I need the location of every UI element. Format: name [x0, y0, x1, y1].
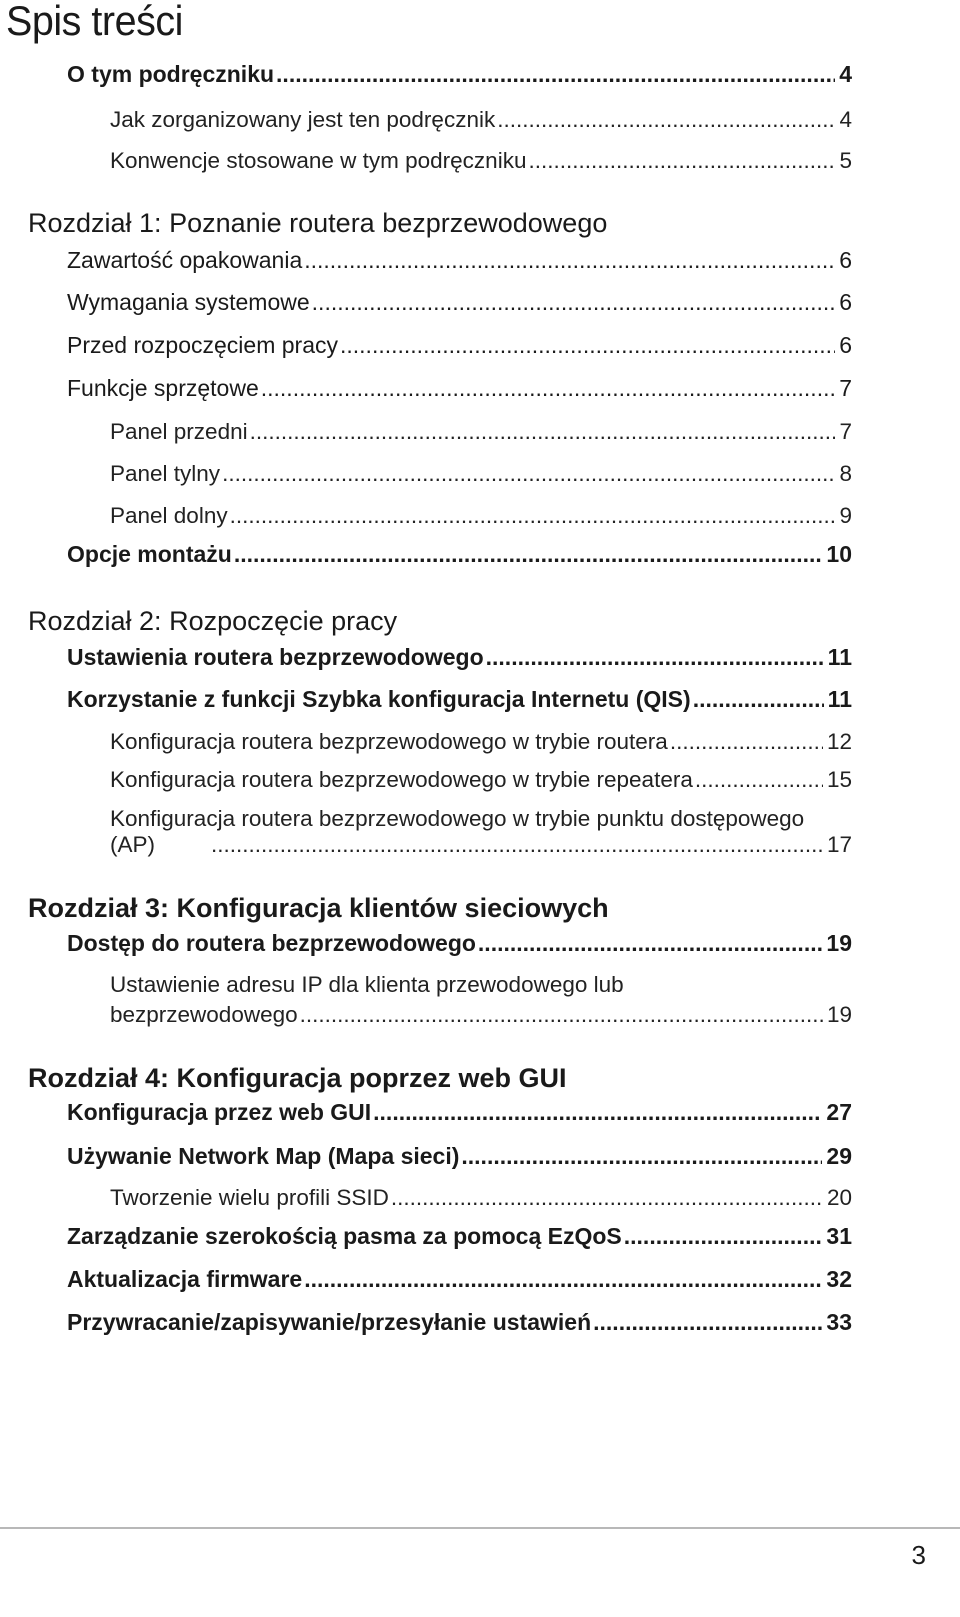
toc-leader-dots — [391, 1182, 823, 1214]
toc-entry-label: Używanie Network Map (Mapa sieci) — [67, 1143, 460, 1169]
toc-entry-label: Tworzenie wielu profili SSID — [110, 1185, 389, 1210]
toc-entry-label: Panel tylny — [110, 461, 221, 486]
toc-entry-label: Panel dolny — [110, 503, 228, 528]
toc-entry-profile-ssid[interactable] — [110, 1182, 852, 1214]
toc-leader-dots — [693, 683, 824, 715]
toc-entry-page: 27 — [826, 1099, 852, 1125]
toc-leader-dots — [261, 372, 835, 404]
toc-entry-tryb-ap-line1: Konfiguracja routera bezprzewodowego w trybie punktu dostępowego — [110, 806, 805, 831]
toc-entry-page: 4 — [839, 107, 852, 132]
toc-entry-label: Przywracanie/zapisywanie/przesyłanie ustawień — [67, 1309, 592, 1335]
toc-leader-dots — [276, 58, 835, 90]
toc-entry-label: Opcje montażu — [67, 541, 232, 567]
toc-leader-dots — [250, 416, 836, 448]
toc-entry-label: O tym podręczniku — [67, 61, 275, 87]
toc-entry-jak-zorganizowany[interactable] — [110, 104, 852, 136]
toc-entry-label: Zarządzanie szerokością pasma za pomocą EzQoS — [67, 1223, 622, 1249]
toc-entry-label: Zawartość opakowania — [67, 247, 303, 273]
toc-entry-page: 4 — [839, 61, 852, 87]
toc-entry-tryb-repeatera[interactable] — [110, 764, 852, 796]
toc-entry-adres-ip-line1: Ustawienie adresu IP dla klienta przewodowego lub — [110, 972, 624, 997]
toc-entry-page: 6 — [839, 332, 852, 358]
toc-entry-label: Aktualizacja firmware — [67, 1266, 303, 1292]
toc-leader-dots — [340, 329, 835, 361]
toc-entry-page: 15 — [826, 767, 852, 792]
toc-entry-ustawienia-routera[interactable] — [67, 641, 852, 673]
toc-leader-dots — [624, 1220, 823, 1252]
toc-entry-dostep-do-routera[interactable] — [67, 927, 852, 959]
toc-entry-page: 33 — [826, 1309, 852, 1335]
toc-leader-dots — [230, 500, 836, 532]
page-title: Spis treści — [6, 0, 183, 44]
toc-leader-dots — [528, 145, 835, 177]
toc-entry-page: 20 — [826, 1185, 852, 1210]
toc-entry-label: Konfiguracja routera bezprzewodowego w trybie repeatera — [110, 767, 693, 792]
toc-entry-zawartosc-opakowania[interactable] — [67, 244, 852, 276]
chapter-heading-4: Rozdział 4: Konfiguracja poprzez web GUI — [28, 1063, 567, 1093]
toc-entry-page: 6 — [839, 289, 852, 315]
toc-entry-page: 19 — [826, 930, 852, 956]
toc-entry-label: (AP) — [110, 832, 155, 857]
toc-entry-page: 8 — [839, 461, 852, 486]
chapter-heading-3: Rozdział 3: Konfiguracja klientów sieciowych — [28, 893, 609, 923]
toc-entry-page: 9 — [839, 503, 852, 528]
toc-entry-przed-rozpoczeciem[interactable] — [67, 329, 852, 361]
toc-entry-page: 19 — [826, 1002, 852, 1027]
toc-leader-dots — [478, 927, 822, 959]
toc-entry-label: Wymagania systemowe — [67, 289, 310, 315]
toc-entry-wymagania-systemowe[interactable] — [67, 286, 852, 318]
page-number: 3 — [911, 1540, 926, 1570]
toc-leader-dots — [593, 1306, 822, 1338]
toc-leader-dots — [304, 244, 835, 276]
toc-entry-page: 11 — [827, 686, 852, 712]
toc-entry-tryb-routera[interactable] — [110, 726, 852, 758]
toc-leader-dots — [300, 999, 823, 1031]
toc-entry-label: Konfiguracja przez web GUI — [67, 1099, 372, 1125]
toc-entry-aktualizacja-firmware[interactable] — [67, 1263, 852, 1295]
toc-leader-dots — [373, 1096, 822, 1128]
toc-entry-label: Funkcje sprzętowe — [67, 375, 259, 401]
toc-leader-dots — [312, 286, 836, 318]
toc-entry-label: Panel przedni — [110, 419, 248, 444]
toc-leader-dots — [461, 1140, 822, 1172]
toc-entry-opcje-montazu[interactable] — [67, 538, 852, 570]
toc-leader-dots — [234, 538, 823, 570]
toc-entry-tryb-ap[interactable] — [110, 829, 852, 861]
toc-entry-label: Jak zorganizowany jest ten podręcznik — [110, 107, 496, 132]
toc-entry-konwencje[interactable] — [110, 145, 852, 177]
toc-entry-panel-dolny[interactable] — [110, 500, 852, 532]
chapter-heading-2: Rozdział 2: Rozpoczęcie pracy — [28, 606, 398, 636]
toc-entry-page: 32 — [826, 1266, 852, 1292]
toc-entry-label: Przed rozpoczęciem pracy — [67, 332, 338, 358]
toc-entry-page: 31 — [826, 1223, 852, 1249]
toc-entry-label: Dostęp do routera bezprzewodowego — [67, 930, 476, 956]
toc-entry-label: Korzystanie z funkcji Szybka konfiguracja Internetu (QIS) — [67, 686, 691, 712]
toc-leader-dots — [211, 829, 823, 861]
toc-entry-label: Konfiguracja routera bezprzewodowego w trybie routera — [110, 729, 668, 754]
footer-divider — [0, 1527, 960, 1529]
toc-entry-przywracanie-ustawien[interactable] — [67, 1306, 852, 1338]
toc-entry-page: 17 — [826, 832, 852, 857]
toc-entry-funkcje-sprzetowe[interactable] — [67, 372, 852, 404]
toc-entry-page: 11 — [827, 644, 852, 670]
toc-entry-page: 5 — [839, 148, 852, 173]
toc-entry-o-tym-podreczniku[interactable] — [67, 58, 852, 90]
toc-leader-dots — [695, 764, 823, 796]
toc-entry-page: 7 — [839, 419, 852, 444]
toc-entry-label: Ustawienia routera bezprzewodowego — [67, 644, 484, 670]
toc-entry-label: bezprzewodowego — [110, 1002, 298, 1027]
toc-entry-konfiguracja-web-gui[interactable] — [67, 1096, 852, 1128]
toc-entry-adres-ip[interactable] — [110, 999, 852, 1031]
toc-entry-page: 7 — [839, 375, 852, 401]
toc-entry-page: 6 — [839, 247, 852, 273]
toc-entry-panel-tylny[interactable] — [110, 458, 852, 490]
toc-entry-panel-przedni[interactable] — [110, 416, 852, 448]
toc-entry-page: 10 — [826, 541, 852, 567]
toc-entry-network-map[interactable] — [67, 1140, 852, 1172]
toc-entry-ezqos[interactable] — [67, 1220, 852, 1252]
toc-leader-dots — [486, 641, 824, 673]
toc-entry-page: 29 — [826, 1143, 852, 1169]
toc-leader-dots — [222, 458, 835, 490]
toc-leader-dots — [497, 104, 835, 136]
toc-leader-dots — [304, 1263, 822, 1295]
toc-entry-label: Konwencje stosowane w tym podręczniku — [110, 148, 527, 173]
toc-entry-page: 12 — [826, 729, 852, 754]
chapter-heading-1: Rozdział 1: Poznanie routera bezprzewodowego — [28, 208, 608, 238]
toc-leader-dots — [670, 726, 823, 758]
toc-entry-korzystanie-qis[interactable] — [67, 683, 852, 715]
